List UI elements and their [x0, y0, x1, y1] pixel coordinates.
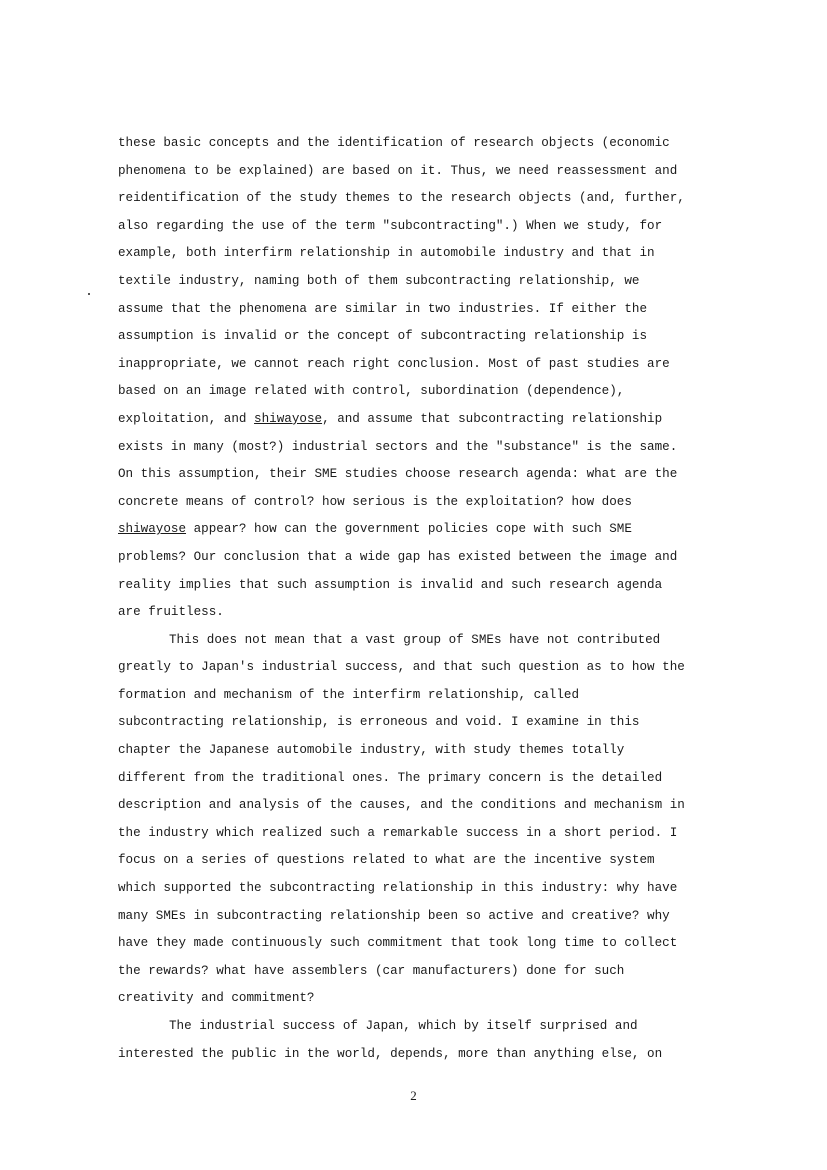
text-line — [118, 406, 744, 434]
text-line: chapter the Japanese automobile industry, with study themes totally — [118, 743, 625, 758]
paragraph-start-line: The industrial success of Japan, which by itself surprised and — [169, 1019, 638, 1033]
paragraph-start-line: This does not mean that a vast group of SMEs have not contributed — [169, 632, 661, 647]
text-line: concrete means of control? how serious is the exploitation? how does — [118, 494, 632, 509]
text-line: description and analysis of the causes, and the conditions and mechanism in — [118, 798, 685, 813]
underlined-term: shiwayose — [118, 522, 187, 537]
text-segment: , and assume that subcontracting relationship — [322, 411, 663, 426]
text-line: inappropriate, we cannot reach right conclusion. Most of past studies are — [118, 356, 670, 371]
text-line: these basic concepts and the identification of research objects (economic — [118, 136, 670, 150]
body-text — [118, 130, 744, 1068]
text-line: example, both interfirm relationship in automobile industry and that in — [118, 246, 655, 261]
text-segment: exploitation, and — [118, 411, 255, 426]
text-line: textile industry, naming both of them subcontracting relationship, we — [118, 273, 640, 288]
text-line: different from the traditional ones. The primary concern is the detailed — [118, 770, 663, 785]
text-line: assumption is invalid or the concept of subcontracting relationship is — [118, 329, 648, 344]
text-line: problems? Our conclusion that a wide gap has existed between the image and — [118, 549, 678, 564]
underlined-term: shiwayose — [254, 411, 323, 426]
text-line: the industry which realized such a remarkable success in a short period. I — [118, 825, 678, 840]
text-line: subcontracting relationship, is erroneous and void. I examine in this — [118, 715, 640, 730]
text-line: greatly to Japan's industrial success, and that such question as to how the — [118, 660, 685, 675]
text-line: assume that the phenomena are similar in two industries. If either the — [118, 301, 648, 316]
text-line: creativity and commitment? — [118, 991, 315, 1006]
text-line: also regarding the use of the term "subcontracting".) When we study, for — [118, 218, 663, 233]
text-line: are fruitless. — [118, 605, 224, 620]
text-line: the rewards? what have assemblers (car manufacturers) done for such — [118, 963, 625, 978]
text-line: reidentification of the study themes to the research objects (and, further, — [118, 191, 685, 206]
text-line: interested the public in the world, depends, more than anything else, on — [118, 1046, 663, 1061]
text-line: formation and mechanism of the interfirm relationship, called — [118, 687, 580, 702]
text-line: many SMEs in subcontracting relationship been so active and creative? why — [118, 908, 670, 923]
text-line: reality implies that such assumption is invalid and such research agenda — [118, 577, 663, 592]
text-line — [118, 516, 744, 544]
text-line: phenomena to be explained) are based on it. Thus, we need reassessment and — [118, 163, 678, 178]
text-line: exists in many (most?) industrial sectors and the "substance" is the same. — [118, 439, 678, 454]
page-number: 2 — [410, 1088, 417, 1103]
scan-speck — [88, 293, 90, 295]
text-segment: appear? how can the government policies cope with such SME — [186, 522, 632, 537]
text-line: have they made continuously such commitment that took long time to collect — [118, 936, 678, 951]
text-line: based on an image related with control, subordination (dependence), — [118, 384, 625, 399]
text-line: focus on a series of questions related to what are the incentive system — [118, 853, 655, 868]
text-line: On this assumption, their SME studies choose research agenda: what are the — [118, 467, 678, 482]
text-line: which supported the subcontracting relationship in this industry: why have — [118, 881, 678, 896]
